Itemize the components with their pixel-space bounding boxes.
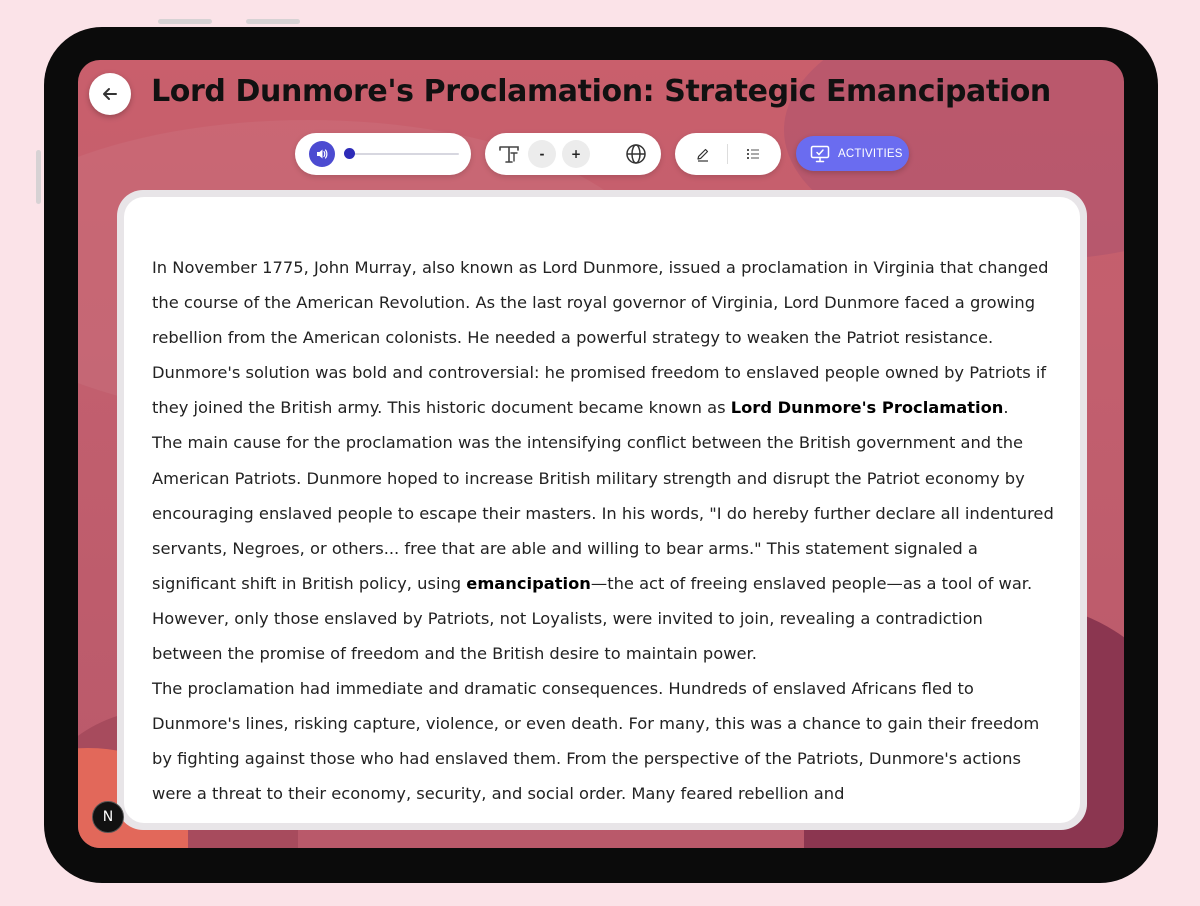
text-settings [485,133,661,175]
device-top-button-1 [158,19,212,24]
globe-icon[interactable] [625,143,647,165]
bold-term: Lord Dunmore's Proclamation [730,398,1004,418]
audio-player [295,133,471,175]
decrease-font-button[interactable]: - [528,140,556,168]
back-button[interactable] [89,73,131,115]
paragraph-text: The proclamation had immediate and dramatic consequences. Hundreds of enslaved Africans fled to Dunmore's lines, risking capture, violence, or even death. For many, this was a chance to gain their freedom by fighting against those who had enslaved them. From the perspective of the Patriots, Dunmore's actions were a threat to their economy, security, and social order. Many feared rebellion and [152,679,1040,804]
increase-font-button[interactable]: + [562,140,590,168]
paragraph [152,425,1056,671]
audio-progress-handle[interactable] [344,148,355,159]
activities-button[interactable] [796,136,909,171]
page-title: Lord Dunmore's Proclamation: Strategic Emancipation [151,74,1051,109]
device-top-button-2 [246,19,300,24]
bold-term: emancipation [466,573,591,593]
list-icon[interactable] [745,146,761,162]
arrow-left-icon [100,84,120,104]
device-side-button [36,150,41,204]
paragraph-text: —the act of freeing enslaved people—as a tool of war. However, only those enslaved by Patriots, not Loyalists, were invited to join, revealing a contradiction between the promise of freedom and the British desire to maintain power. [152,573,1033,664]
paragraph-text: The main cause for the proclamation was the intensifying conflict between the British government and the American Patriots. Dunmore hoped to increase British military strength and disrupt the Patriot economy by encouraging enslaved people to escape their masters. In his words, "I do hereby further declare all indentured servants, Negroes, or others... free that are able and willing to bear arms." This statement signaled a significant shift in British policy, using [152,433,1054,593]
paragraph-text: In November 1775, John Murray, also known as Lord Dunmore, issued a proclamation in Virginia that changed the course of the American Revolution. As the last royal governor of Virginia, Lord Dunmore faced a growing rebellion from the American colonists. He needed a powerful strategy to weaken the Patriot resistance. Dunmore's solution was bold and controversial: he promised freedom to enslaved people owned by Patriots if they joined the British army. This historic document became known as [152,258,1049,418]
play-audio-button[interactable] [309,141,335,167]
activities-label: ACTIVITIES [838,147,903,160]
pencil-icon[interactable] [695,146,711,162]
speaker-icon [315,147,329,161]
paragraph [152,671,1056,811]
article-text [152,250,1056,812]
annotation-tools [675,133,781,175]
next-badge[interactable]: N [92,801,124,833]
paragraph-text: . [1003,398,1009,418]
toolbar-divider [727,144,728,164]
font-size-icon[interactable] [497,142,521,166]
audio-progress-track[interactable] [349,153,459,155]
reading-card [124,197,1080,823]
paragraph [152,250,1056,425]
presentation-icon [810,145,830,163]
app-screen [78,60,1124,848]
